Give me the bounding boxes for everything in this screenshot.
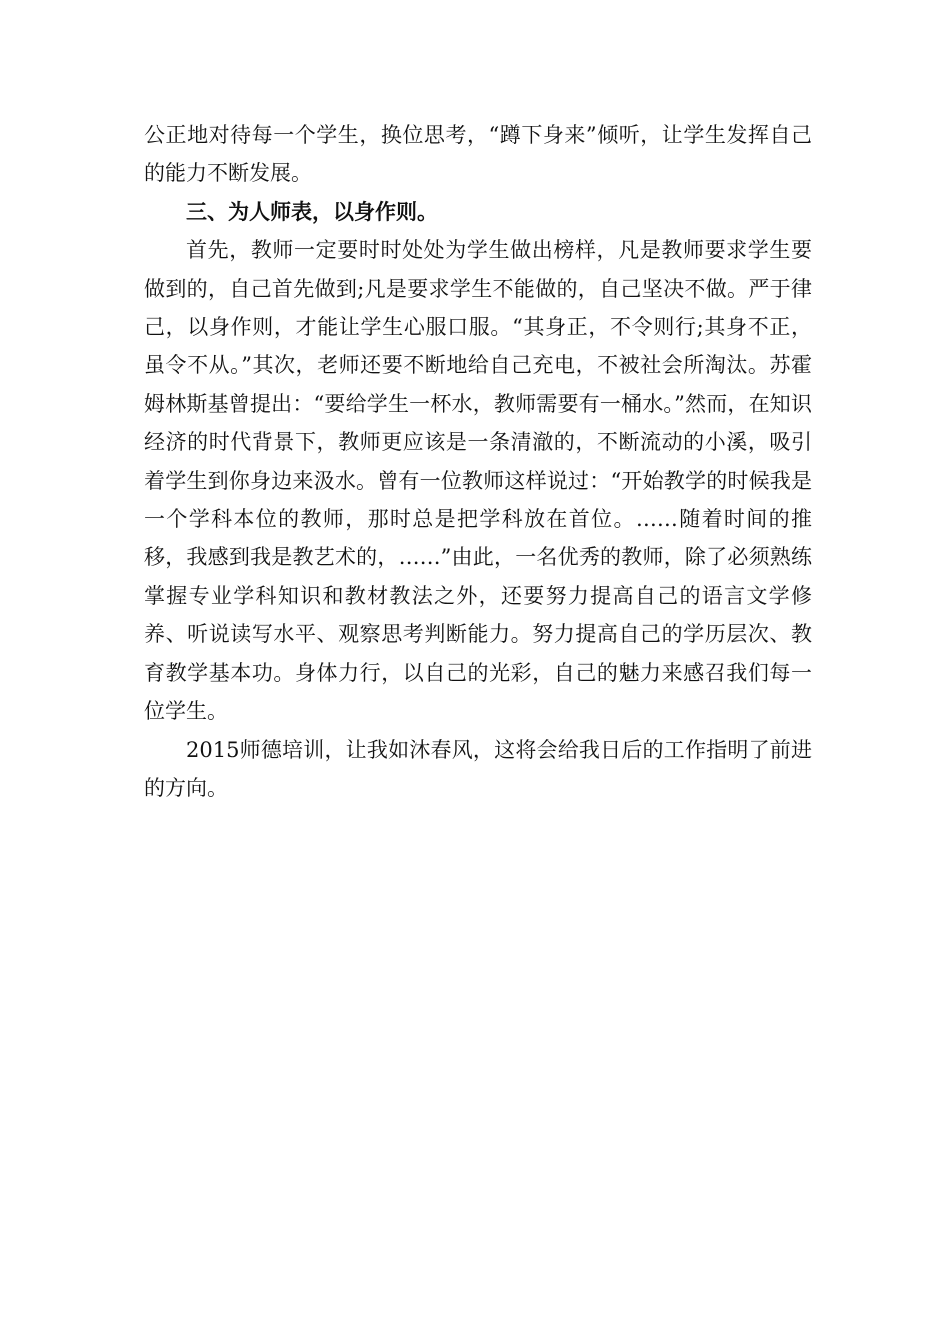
paragraph-conclusion: 2015师德培训，让我如沐春风，这将会给我日后的工作指明了前进的方向。: [144, 737, 812, 800]
section-heading: 三、为人师表，以身作则。: [186, 198, 438, 224]
paragraph-body: 首先，教师一定要时时处处为学生做出榜样，凡是教师要求学生要做到的，自己首先做到;凡是要求学生不能做的，自己坚决不做。严于律己，以身作则，才能让学生心服口服。“其身正，不令则行;其身不正，虽令不从。”其次，老师还要不断地给自己充电，不被社会所淘汰。苏霍姆林斯基曾提出：“要给学生一杯水，教师需要有一桶水。”然而，在知识经济的时代背景下，教师更应该是一条清澈的，不断流动的小溪，吸引着学生到你身边来汲水。曾有一位教师这样说过：“开始教学的时候我是一个学科本位的教师，那时总是把学科放在首位。……随着时间的推移，我感到我是教艺术的，……”由此，一名优秀的教师，除了必须熟练掌握专业学科知识和教材教法之外，还要努力提高自己的语言文学修养、听说读写水平、观察思考判断能力。努力提高自己的学历层次、教育教学基本功。身体力行，以自己的光彩，自己的魅力来感召我们每一位学生。: [144, 238, 812, 724]
document-body: [144, 116, 812, 807]
paragraph-continuation: 公正地对待每一个学生，换位思考，“蹲下身来”倾听，让学生发挥自己的能力不断发展。: [144, 123, 812, 186]
